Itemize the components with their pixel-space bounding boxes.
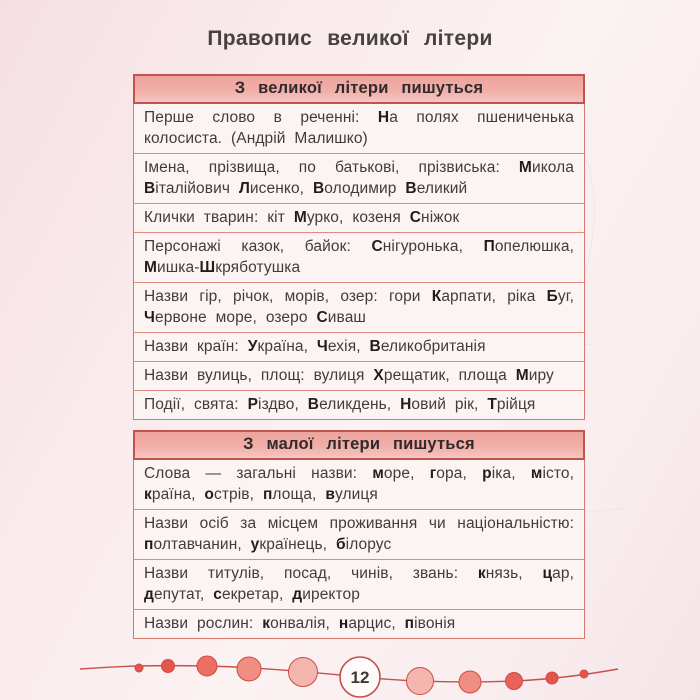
capital-letters-table (133, 74, 585, 420)
footer-dot (289, 658, 318, 687)
table-row: Назви вулиць, площ: вулиця Хрещатик, площа Миру (134, 361, 584, 390)
capital-letters-table-header: З великої літери пишуться (133, 74, 585, 104)
footer-dot (237, 657, 261, 681)
table-row: Події, свята: Різдво, Великдень, Новий рік, Трійця (134, 390, 584, 419)
small-letters-table-header: З малої літери пишуться (133, 430, 585, 460)
footer-dot (580, 670, 588, 678)
table-row: Назви титулів, посад, чинів, звань: князь, цар, депутат, секретар, директор (134, 559, 584, 609)
table-row: Імена, прізвища, по батькові, прізвиська: Микола Віталійович Лисенко, Володимир Великий (134, 153, 584, 203)
table-row: Назви рослин: конвалія, нарцис, півонія (134, 609, 584, 638)
page-dots-decoration (0, 646, 700, 700)
footer-dot (162, 660, 175, 673)
table-row: Перше слово в реченні: На полях пшениченька колосиста. (Андрій Малишко) (144, 109, 575, 147)
table-row: Назви осіб за місцем проживання чи національністю: полтавчанин, українець, білорус (134, 509, 584, 559)
footer-dot (135, 664, 143, 672)
table-row: Персонажі казок, байок: Снігуронька, Попелюшка, Мишка-Шкряботушка (134, 232, 584, 282)
footer-dot (546, 672, 558, 684)
footer-dot (407, 668, 434, 695)
footer-dot (197, 656, 217, 676)
small-letters-table-rows (133, 460, 585, 639)
page-title: Правопис великої літери (207, 27, 493, 50)
capital-letters-table-rows (133, 104, 585, 420)
footer-dot (506, 673, 523, 690)
page-number: 12 (350, 668, 370, 687)
table-row: Слова — загальні назви: море, гора, ріка, місто, країна, острів, площа, вулиця (144, 465, 574, 503)
small-letters-table (133, 430, 585, 639)
table-row: Клички тварин: кіт Мурко, козеня Сніжок (134, 203, 584, 232)
table-row: Назви гір, річок, морів, озер: гори Карпати, ріка Буг, Червоне море, озеро Сиваш (134, 282, 584, 332)
footer-dot (459, 671, 481, 693)
table-row: Назви країн: Україна, Чехія, Великобританія (134, 332, 584, 361)
